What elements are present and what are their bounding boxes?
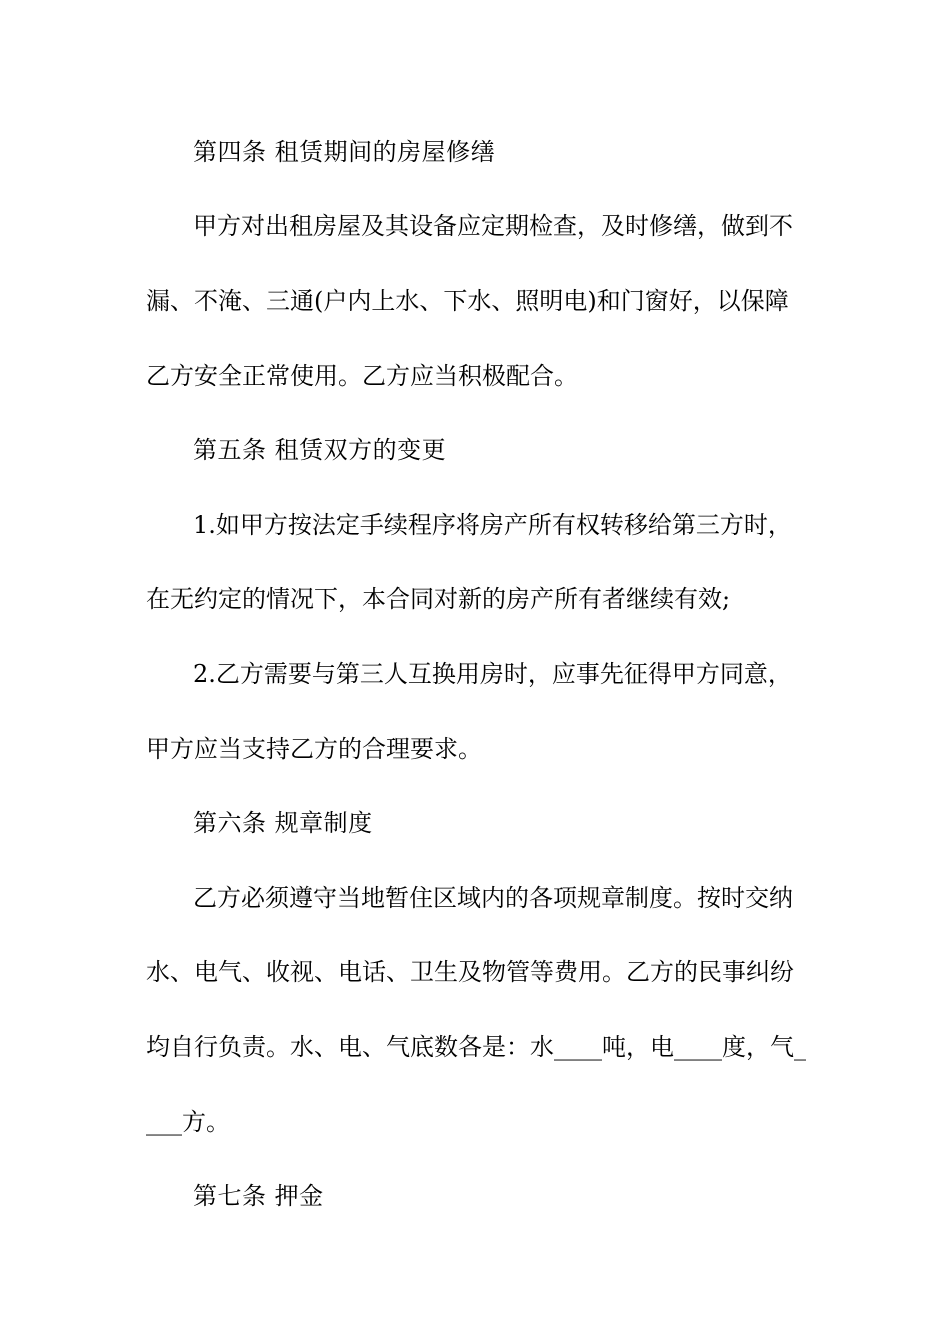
- paragraph-line: 均自行负责。水、电、气底数各是：水____吨，电____度，气_: [146, 1033, 806, 1061]
- paragraph-line: 2.乙方需要与第三人互换用房时，应事先征得甲方同意，: [193, 660, 792, 688]
- paragraph-line: 甲方对出租房屋及其设备应定期检查，及时修缮，做到不: [193, 212, 793, 240]
- paragraph-line: 水、电气、收视、电话、卫生及物管等费用。乙方的民事纠纷: [146, 958, 794, 986]
- article-4-heading: 第四条 租赁期间的房屋修缮: [193, 138, 496, 166]
- article-7-heading: 第七条 押金: [193, 1182, 324, 1210]
- paragraph-line: 1.如甲方按法定手续程序将房产所有权转移给第三方时，: [193, 511, 792, 539]
- article-5-heading: 第五条 租赁双方的变更: [193, 436, 447, 464]
- paragraph-line: 甲方应当支持乙方的合理要求。: [146, 735, 482, 763]
- paragraph-line: ___方。: [146, 1108, 230, 1136]
- paragraph-line: 乙方必须遵守当地暂住区域内的各项规章制度。按时交纳: [193, 884, 793, 912]
- paragraph-line: 漏、不淹、三通(户内上水、下水、照明电)和门窗好，以保障: [146, 287, 789, 315]
- paragraph-line: 在无约定的情况下，本合同对新的房产所有者继续有效;: [146, 585, 731, 613]
- paragraph-line: 乙方安全正常使用。乙方应当积极配合。: [146, 362, 578, 390]
- article-6-heading: 第六条 规章制度: [193, 809, 373, 837]
